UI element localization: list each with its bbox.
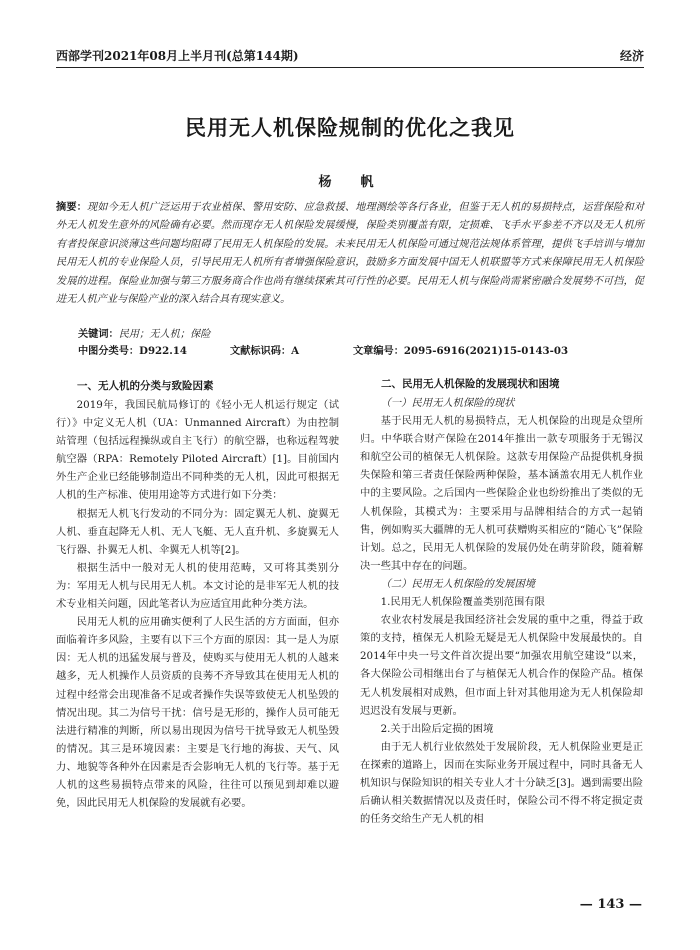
- paragraph: 由于无人机行业依然处于发展阶段，无人机保险业更是正在探索的道路上，因而在实际业务开展过程中，同时具备无人机知识与保险知识的相关专业人才十分缺乏[3]。遇到需要出险后确认相关数据情况以及责任时，保险公司不得不将定损定责的任务交给生产无人机的相: [360, 740, 643, 826]
- section-heading: 2.关于出险后定损的困境: [380, 722, 494, 735]
- keywords: [78, 325, 210, 340]
- section-heading: 一、无人机的分类与致险因素: [77, 380, 214, 392]
- keywords-label: 关键词：: [78, 328, 119, 340]
- abstract-text: 现如今无人机广泛运用于农业植保、警用安防、应急救援、地理测绘等各行各业，但鉴于无人机的易损特点，运营保险和对外无人机发生意外的风险确有必要。然而现存无人机保险发展缓慢，保险类别覆盖有限，定损难、飞手水平参差不齐以及无人机所有者投保意识淡薄这些问题均阻碍了民用无人机保险的发展。未来民用无人机保险可通过规范法规体系管理，提供飞手培训与增加民用无人机的专业保险人员，引导民用无人机所有者增强保险意识，鼓励多方面发展中国无人机联盟等方式来保障民用无人机保险发展的进程。保险业加强与第三方服务商合作也尚有继续探索其可行性的必要。民用无人机与保险尚需紧密融合发展势不可挡，促进无人机产业与保险产业的深入结合具有现实意义。: [56, 202, 645, 306]
- running-header: [56, 46, 644, 68]
- clc-number: 中图分类号：D922.14: [78, 345, 187, 357]
- paragraph: 基于民用无人机的易损特点，无人机保险的出现是众望所归。中华联合财产保险在2014年推出一款专项服务于无锡汉和航空公司的植保无人机保险。这款专用保险产品提供机身损失保险和第三者责任保险两种保险，基本涵盖农用无人机作业中的主要风险。之后国内一些保险企业也纷纷推出了类似的无人机保险，其模式为：主要采用与品牌相结合的方式一起销售，例如购买大疆牌的无人机可获赠购买相应的“随心飞”保险计划。总之，民用无人机保险的发展仍处在萌芽阶段，随着解决一些其中存在的问题。: [360, 415, 643, 572]
- left-column: [56, 374, 339, 812]
- author-name: 杨 帆: [318, 175, 382, 190]
- section-name: 经济: [619, 49, 644, 63]
- section-heading: （一）民用无人机保险的现状: [380, 397, 515, 409]
- page-number: — 143 —: [579, 897, 642, 912]
- paragraph: 根据生活中一般对无人机的使用范畴，又可将其类别分为：军用无人机与民用无人机。本文讨论的是非军无人机的技术专业相关问题，因此笔者认为应适宜用此种分类方法。: [56, 561, 339, 611]
- keywords-text: 民用；无人机；保险: [118, 329, 211, 340]
- document-code: 文献标识码：A: [230, 345, 300, 357]
- paragraph: 民用无人机的应用确实便利了人民生活的方方面面，但亦面临着许多风险，主要有以下三个方面的原因：其一是人为原因：无人机的迅猛发展与普及，使购买与使用无人机的人越来越多，无人机操作人员资质的良莠不齐导致其在使用无人机的过程中经常会出现准备不足或者操作失误等致使无人机坠毁的情况出现。其二为信号干扰：信号是无形的，操作人员可能无法进行精准的判断，所以易出现因为信号干扰导致无人机坠毁的情况。其三是环境因素：主要是飞行地的海拔、天气、风力、地貌等各种外在因素是否会影响无人机的飞行等。基于无人机的这些易损特点带来的风险，往往可以预见到却难以避免，因此民用无人机保险的发展就有必要。: [56, 616, 339, 810]
- article-number: 文章编号：2095-6916(2021)15-0143-03: [353, 345, 569, 357]
- section-heading: （二）民用无人机保险的发展困境: [380, 577, 536, 590]
- paragraph: 根据无人机飞行发动的不同分为：固定翼无人机、旋翼无人机、垂直起降无人机、无人飞艇、无人直升机、多旋翼无人飞行器、扑翼无人机、伞翼无人机等[2]。: [56, 507, 339, 556]
- right-column: [360, 374, 643, 828]
- paragraph: 2019年，我国民航局修订的《轻小无人机运行规定（试行）》中定义无人机（UA：Unmanned Aircraft）为由控制站管理（包括远程操纵或自主飞行）的航空器，也称远程驾驶航空器（RPA：Remotely Piloted Aircraft）[1]。目前国内外生产企业已经能够制造出不同种类的无人机，因此可根据无人机的生产标准、使用用途等方式进行如下分类：: [56, 399, 339, 502]
- paragraph: 农业农村发展是我国经济社会发展的重中之重，得益于政策的支持，植保无人机险无疑是无人机保险中发展最快的。自2014年中央一号文件首次提出要“加强农用航空建设”以来，各大保险公司相继出台了与植保无人机合作的保险产品。植保无人机发展相对成熟，但市面上针对其他用途为无人机保险却迟迟没有发展与更新。: [360, 614, 643, 717]
- abstract-label: 摘要：: [56, 201, 87, 213]
- article-title: 民用无人机保险规制的优化之我见: [185, 115, 515, 140]
- section-heading: 二、民用无人机保险的发展现状和困境: [381, 378, 560, 390]
- section-heading: 1.民用无人机保险覆盖类别范围有限: [380, 596, 545, 609]
- abstract: [56, 198, 644, 309]
- journal-info: 西部学刊2021年08月上半月刊(总第144期): [56, 49, 299, 63]
